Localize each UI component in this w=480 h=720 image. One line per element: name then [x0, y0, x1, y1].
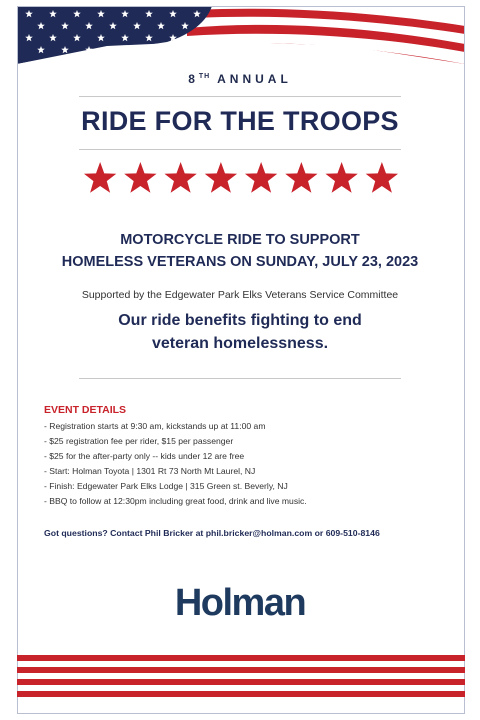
event-headline — [0, 229, 480, 273]
divider-details — [79, 378, 401, 379]
event-details — [44, 404, 444, 509]
detail-item: - Finish: Edgewater Park Elks Lodge | 315 Green st. Beverly, NJ — [44, 481, 288, 491]
star-icon — [245, 162, 277, 193]
edition-label: 8TH ANNUAL — [188, 72, 292, 86]
holman-logo: Holman — [174, 582, 306, 624]
benefit-statement — [0, 309, 480, 355]
event-details-title: EVENT DETAILS — [44, 404, 127, 416]
star-icon — [325, 162, 357, 193]
benefit-line-1: Our ride benefits fighting to end — [118, 312, 362, 329]
star-icon — [84, 162, 116, 193]
event-title: RIDE FOR THE TROOPS — [81, 106, 399, 136]
star-icon — [366, 162, 398, 193]
divider-top — [79, 96, 401, 97]
detail-item: - $25 for the after-party only -- kids under 12 are free — [44, 451, 245, 461]
stars-row — [80, 160, 402, 196]
headline-line-1: MOTORCYCLE RIDE TO SUPPORT — [120, 232, 360, 248]
benefit-line-2: veteran homelessness. — [151, 335, 329, 352]
flag-stripes-bottom — [17, 655, 465, 701]
detail-item: - Start: Holman Toyota | 1301 Rt 73 North Mt Laurel, NJ — [44, 466, 256, 476]
divider-title — [79, 149, 401, 150]
detail-item: - $25 registration fee per rider, $15 per passenger — [44, 436, 234, 446]
star-icon — [205, 162, 237, 193]
headline-line-2: HOMELESS VETERANS ON SUNDAY, JULY 23, 2023 — [61, 254, 419, 270]
supported-by-text: Supported by the Edgewater Park Elks Veterans Service Committee — [81, 289, 399, 301]
detail-item: - BBQ to follow at 12:30pm including great food, drink and live music. — [44, 496, 307, 506]
star-icon — [285, 162, 317, 193]
detail-item: - Registration starts at 9:30 am, kickstands up at 11:00 am — [44, 421, 266, 431]
contact-info: Got questions? Contact Phil Bricker at phil.bricker@holman.com or 609-510-8146 — [44, 528, 380, 538]
star-icon — [124, 162, 156, 193]
star-icon — [164, 162, 196, 193]
